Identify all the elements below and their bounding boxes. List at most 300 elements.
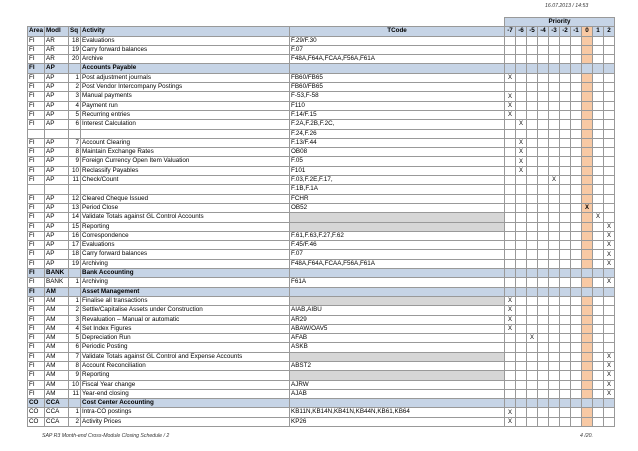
priority-cell [516, 129, 527, 138]
area-cell: FI [28, 138, 45, 147]
module-cell: AP [45, 92, 69, 101]
col-sq: Sq [69, 27, 81, 36]
priority-cell [549, 231, 560, 240]
priority-cell [527, 399, 538, 408]
area-cell: FI [28, 64, 45, 73]
priority-cell [582, 166, 593, 175]
activity-cell: Interest Calculation [81, 120, 290, 129]
priority-cell [505, 361, 516, 370]
priority-cell [549, 343, 560, 352]
activity-cell: Set Index Figures [81, 324, 290, 333]
priority-cell [516, 408, 527, 417]
col-priority: 0 [582, 27, 593, 36]
module-cell: BANK [45, 278, 69, 287]
module-cell: AR [45, 55, 69, 64]
priority-cell [527, 166, 538, 175]
activity-cell: Check/Count [81, 176, 290, 185]
module-cell: AP [45, 83, 69, 92]
priority-cell [582, 408, 593, 417]
tcode-cell: F.05 [290, 157, 505, 166]
section-title: Asset Management [81, 287, 290, 296]
priority-cell [560, 287, 571, 296]
priority-cell [560, 185, 571, 194]
priority-cell [549, 157, 560, 166]
priority-cell [505, 222, 516, 231]
priority-cell [593, 287, 604, 296]
module-cell: AM [45, 306, 69, 315]
priority-cell [571, 231, 582, 240]
priority-cell [571, 203, 582, 212]
priority-cell [560, 417, 571, 426]
priority-cell [571, 101, 582, 110]
priority-cell [505, 45, 516, 54]
module-cell: AP [45, 64, 69, 73]
priority-cell [560, 148, 571, 157]
priority-cell [549, 185, 560, 194]
priority-cell [538, 55, 549, 64]
priority-cell [560, 101, 571, 110]
priority-cell [560, 222, 571, 231]
seq-cell: 4 [69, 101, 81, 110]
priority-mark: X [604, 371, 615, 380]
priority-cell [582, 334, 593, 343]
priority-cell [604, 157, 615, 166]
priority-cell [593, 138, 604, 147]
priority-cell [571, 36, 582, 45]
priority-cell [582, 361, 593, 370]
priority-mark: X [505, 110, 516, 119]
priority-cell [593, 194, 604, 203]
priority-cell [571, 399, 582, 408]
priority-cell [593, 203, 604, 212]
priority-cell [560, 194, 571, 203]
priority-cell [538, 148, 549, 157]
priority-cell [593, 417, 604, 426]
priority-cell [505, 269, 516, 278]
priority-cell [516, 45, 527, 54]
priority-cell [582, 399, 593, 408]
table-row [28, 278, 615, 287]
seq-cell [69, 64, 81, 73]
priority-cell [571, 269, 582, 278]
area-cell: FI [28, 296, 45, 305]
activity-cell: Evaluations [81, 36, 290, 45]
priority-cell [505, 194, 516, 203]
priority-cell [549, 417, 560, 426]
tcode-cell: F48A,F64A,FCAA,F56A,F61A [290, 259, 505, 268]
priority-cell [527, 157, 538, 166]
table-row [28, 324, 615, 333]
activity-cell: Correspondence [81, 231, 290, 240]
priority-mark: X [604, 222, 615, 231]
tcode-cell: ABAW/OAV5 [290, 324, 505, 333]
tcode-cell: AR29 [290, 315, 505, 324]
priority-cell [593, 45, 604, 54]
priority-cell [516, 334, 527, 343]
section-row [28, 269, 615, 278]
priority-cell [538, 269, 549, 278]
priority-cell [538, 120, 549, 129]
table-row [28, 92, 615, 101]
seq-cell: 10 [69, 380, 81, 389]
priority-cell [538, 231, 549, 240]
tcode-cell: F-53,F-58 [290, 92, 505, 101]
area-cell: FI [28, 213, 45, 222]
table-row [28, 315, 615, 324]
header-spacer [28, 18, 505, 27]
area-cell: FI [28, 203, 45, 212]
priority-cell [505, 64, 516, 73]
priority-cell [560, 315, 571, 324]
priority-cell [560, 399, 571, 408]
seq-cell: 17 [69, 241, 81, 250]
module-cell: AP [45, 194, 69, 203]
priority-cell [560, 203, 571, 212]
module-cell: AP [45, 213, 69, 222]
priority-cell [593, 315, 604, 324]
activity-cell: Account Clearing [81, 138, 290, 147]
priority-cell [538, 352, 549, 361]
priority-cell [604, 129, 615, 138]
priority-cell [538, 250, 549, 259]
priority-cell [582, 194, 593, 203]
priority-cell [593, 185, 604, 194]
priority-cell [527, 120, 538, 129]
priority-cell [560, 83, 571, 92]
priority-cell [560, 213, 571, 222]
tcode-cell: F.13/F.44 [290, 138, 505, 147]
priority-cell [527, 389, 538, 398]
priority-cell [538, 241, 549, 250]
tcode-cell [290, 352, 505, 361]
priority-cell [560, 231, 571, 240]
priority-cell [516, 352, 527, 361]
activity-cell: Validate Totals against GL Control Accounts [81, 213, 290, 222]
seq-cell [69, 129, 81, 138]
module-cell: AM [45, 389, 69, 398]
priority-cell [604, 408, 615, 417]
priority-cell [505, 343, 516, 352]
table-row [28, 417, 615, 426]
table-row [28, 213, 615, 222]
priority-cell [593, 157, 604, 166]
section-row [28, 64, 615, 73]
priority-cell [527, 361, 538, 370]
priority-cell [593, 399, 604, 408]
priority-cell [516, 380, 527, 389]
priority-cell [527, 352, 538, 361]
activity-cell: Archiving [81, 278, 290, 287]
priority-cell [527, 269, 538, 278]
priority-cell [593, 129, 604, 138]
col-tcode: TCode [290, 27, 505, 36]
priority-cell [571, 417, 582, 426]
seq-cell: 7 [69, 138, 81, 147]
module-cell: AP [45, 176, 69, 185]
priority-cell [505, 287, 516, 296]
priority-cell [516, 194, 527, 203]
priority-cell [582, 269, 593, 278]
area-cell: FI [28, 361, 45, 370]
priority-cell [593, 176, 604, 185]
priority-mark: X [593, 213, 604, 222]
col-priority: -1 [571, 27, 582, 36]
table-row [28, 306, 615, 315]
priority-cell [593, 306, 604, 315]
priority-cell [593, 278, 604, 287]
module-cell: AP [45, 73, 69, 82]
tcode-cell: OB52 [290, 203, 505, 212]
priority-cell [571, 64, 582, 73]
seq-cell: 5 [69, 334, 81, 343]
activity-cell: Payment run [81, 101, 290, 110]
activity-cell: Periodic Posting [81, 343, 290, 352]
priority-cell [571, 185, 582, 194]
priority-cell [560, 334, 571, 343]
priority-cell [582, 138, 593, 147]
priority-cell [582, 185, 593, 194]
priority-cell [571, 83, 582, 92]
area-cell: CO [28, 399, 45, 408]
col-modl: Modl [45, 27, 69, 36]
priority-cell [560, 120, 571, 129]
activity-cell: Year-end closing [81, 389, 290, 398]
priority-cell [571, 157, 582, 166]
activity-cell: Intra-CO postings [81, 408, 290, 417]
priority-cell [582, 306, 593, 315]
priority-cell [549, 138, 560, 147]
priority-cell [604, 83, 615, 92]
priority-cell [538, 45, 549, 54]
priority-cell [593, 166, 604, 175]
table-row [28, 129, 615, 138]
area-cell: FI [28, 45, 45, 54]
module-cell: AR [45, 36, 69, 45]
priority-cell [582, 213, 593, 222]
priority-cell [538, 129, 549, 138]
table-row [28, 185, 615, 194]
priority-cell [560, 138, 571, 147]
priority-cell [505, 129, 516, 138]
activity-cell: Carry forward balances [81, 45, 290, 54]
seq-cell: 1 [69, 278, 81, 287]
col-activity: Activity [81, 27, 290, 36]
priority-cell [560, 250, 571, 259]
activity-cell: Cleared Cheque Issued [81, 194, 290, 203]
priority-cell [571, 241, 582, 250]
priority-mark: X [516, 148, 527, 157]
priority-cell [593, 120, 604, 129]
module-cell: AP [45, 101, 69, 110]
priority-mark: X [516, 157, 527, 166]
priority-cell [560, 157, 571, 166]
module-cell: AM [45, 296, 69, 305]
priority-cell [516, 83, 527, 92]
activity-cell: Reclassify Payables [81, 166, 290, 175]
priority-mark: X [604, 259, 615, 268]
table-row [28, 250, 615, 259]
priority-cell [538, 343, 549, 352]
priority-cell [527, 287, 538, 296]
seq-cell: 19 [69, 45, 81, 54]
priority-cell [593, 371, 604, 380]
priority-cell [527, 36, 538, 45]
priority-cell [527, 101, 538, 110]
priority-cell [516, 101, 527, 110]
priority-cell [505, 231, 516, 240]
priority-cell [549, 120, 560, 129]
priority-cell [582, 324, 593, 333]
seq-cell [69, 269, 81, 278]
table-row [28, 157, 615, 166]
priority-cell [527, 64, 538, 73]
priority-cell [505, 250, 516, 259]
area-cell: CO [28, 408, 45, 417]
module-cell: CCA [45, 408, 69, 417]
priority-cell [582, 231, 593, 240]
priority-cell [593, 92, 604, 101]
priority-cell [505, 259, 516, 268]
area-cell [28, 185, 45, 194]
priority-cell [582, 371, 593, 380]
activity-cell: Account Reconciliation [81, 361, 290, 370]
priority-cell [593, 73, 604, 82]
priority-cell [593, 352, 604, 361]
priority-cell [571, 380, 582, 389]
priority-cell [582, 101, 593, 110]
col-area: Area [29, 27, 44, 35]
priority-cell [593, 83, 604, 92]
area-cell [28, 129, 45, 138]
tcode-cell: F.03,F.2E,F.17, [290, 176, 505, 185]
priority-cell [604, 334, 615, 343]
tcode-cell: AIAB,AIBU [290, 306, 505, 315]
priority-cell [560, 361, 571, 370]
module-cell: AP [45, 166, 69, 175]
seq-cell: 16 [69, 231, 81, 240]
area-cell: FI [28, 324, 45, 333]
area-cell: FI [28, 194, 45, 203]
activity-cell: Fiscal Year change [81, 380, 290, 389]
priority-cell [516, 222, 527, 231]
section-title: Cost Center Accounting [81, 399, 290, 408]
priority-cell [604, 73, 615, 82]
priority-cell [549, 352, 560, 361]
priority-cell [593, 64, 604, 73]
area-cell: FI [28, 334, 45, 343]
priority-cell [593, 222, 604, 231]
priority-mark: X [604, 231, 615, 240]
priority-cell [560, 324, 571, 333]
area-cell: FI [28, 287, 45, 296]
priority-mark: X [527, 334, 538, 343]
module-cell: AP [45, 250, 69, 259]
col-priority: -2 [560, 27, 571, 36]
priority-cell [538, 92, 549, 101]
area-cell: FI [28, 166, 45, 175]
col-priority: -7 [505, 27, 516, 36]
priority-cell [560, 64, 571, 73]
priority-cell [527, 259, 538, 268]
priority-cell [549, 278, 560, 287]
priority-cell [582, 73, 593, 82]
priority-cell [505, 157, 516, 166]
priority-cell [571, 315, 582, 324]
priority-cell [571, 324, 582, 333]
module-cell: AP [45, 259, 69, 268]
priority-cell [538, 324, 549, 333]
tcode-cell: AJRW [290, 380, 505, 389]
priority-cell [582, 296, 593, 305]
priority-cell [516, 417, 527, 426]
priority-cell [560, 92, 571, 101]
priority-cell [516, 36, 527, 45]
priority-cell [582, 222, 593, 231]
seq-cell: 1 [69, 73, 81, 82]
priority-cell [527, 315, 538, 324]
priority-cell [571, 352, 582, 361]
priority-cell [549, 399, 560, 408]
priority-cell [582, 55, 593, 64]
priority-cell [549, 334, 560, 343]
priority-cell [516, 287, 527, 296]
col-priority: 2 [604, 27, 615, 36]
priority-cell [549, 296, 560, 305]
module-cell: AP [45, 203, 69, 212]
activity-cell: Reporting [81, 371, 290, 380]
priority-cell [505, 176, 516, 185]
area-cell: FI [28, 120, 45, 129]
priority-cell [571, 213, 582, 222]
tcode-cell: F.2A,F.2B,F.2C, [290, 120, 505, 129]
module-cell: AM [45, 380, 69, 389]
priority-cell [560, 73, 571, 82]
table-row [28, 352, 615, 361]
priority-cell [516, 213, 527, 222]
priority-cell [593, 408, 604, 417]
priority-cell [560, 269, 571, 278]
table-row [28, 120, 615, 129]
priority-cell [582, 343, 593, 352]
priority-cell [571, 371, 582, 380]
area-cell: FI [28, 110, 45, 119]
priority-cell [516, 250, 527, 259]
priority-cell [538, 64, 549, 73]
page-number: 4 /20. [580, 433, 593, 439]
section-title: Accounts Payable [81, 64, 290, 73]
activity-cell: Evaluations [81, 241, 290, 250]
module-cell: AP [45, 110, 69, 119]
priority-cell [505, 203, 516, 212]
priority-mark: X [604, 352, 615, 361]
module-cell [45, 185, 69, 194]
table-row [28, 83, 615, 92]
priority-cell [582, 45, 593, 54]
priority-mark: X [505, 296, 516, 305]
priority-cell [560, 241, 571, 250]
priority-cell [538, 185, 549, 194]
priority-cell [604, 148, 615, 157]
priority-cell [516, 269, 527, 278]
module-cell: AP [45, 231, 69, 240]
tcode-cell: F.07 [290, 45, 505, 54]
priority-cell [527, 45, 538, 54]
tcode-cell: F.29/F.30 [290, 36, 505, 45]
priority-cell [560, 129, 571, 138]
priority-mark: X [582, 203, 593, 212]
priority-cell [527, 213, 538, 222]
priority-cell [538, 371, 549, 380]
